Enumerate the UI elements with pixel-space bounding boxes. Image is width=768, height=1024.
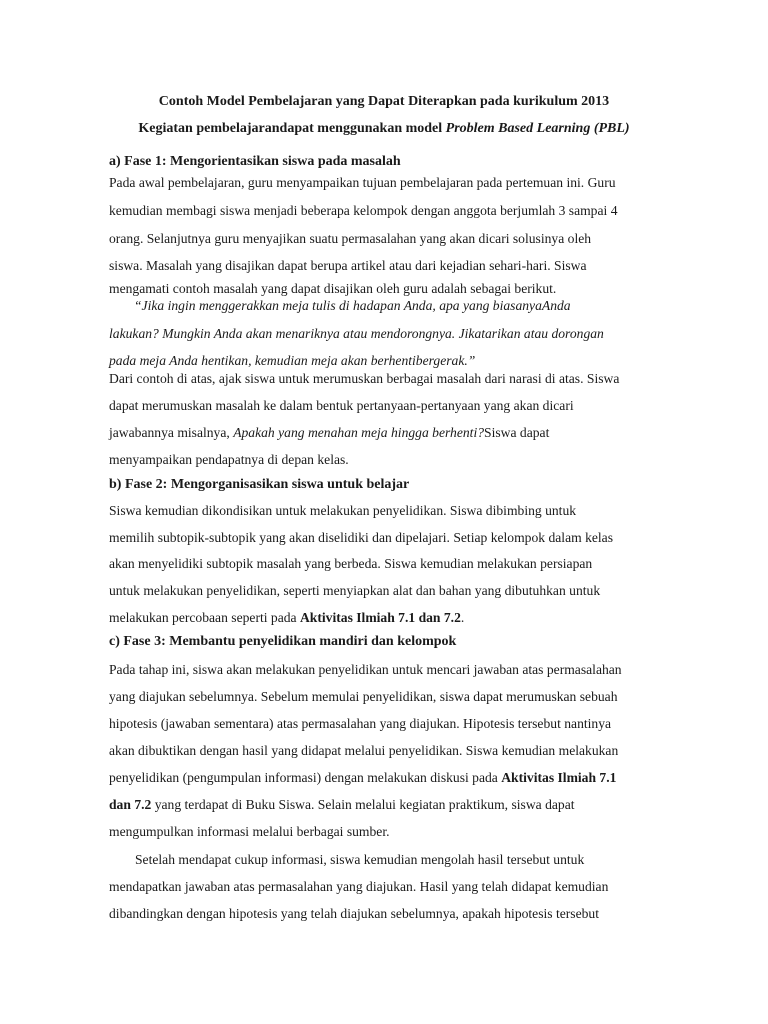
section-c-line: Pada tahap ini, siswa akan melakukan penyelidikan untuk mencari jawaban atas permasalahan (109, 662, 622, 677)
question-text: Apakah yang menahan meja hingga berhenti? (233, 425, 485, 440)
activity-reference: Aktivitas Ilmiah 7.1 (501, 770, 617, 785)
section-b-line: untuk melakukan penyelidikan, seperti menyiapkan alat dan bahan yang dibutuhkan untuk (109, 583, 601, 598)
question-suffix: Siswa dapat (484, 425, 550, 440)
activity-suffix: . (460, 610, 465, 625)
section-c-line: mengumpulkan informasi melalui berbagai sumber. (109, 824, 390, 839)
section-a-line: dapat merumuskan masalah ke dalam bentuk pertanyaan-pertanyaan yang akan dicari (109, 398, 574, 413)
section-b-heading: b) Fase 2: Mengorganisasikan siswa untuk belajar (109, 477, 410, 492)
quote-line (109, 353, 475, 369)
section-c-line: mendapatkan jawaban atas permasalahan yang diajukan. Hasil yang telah didapat kemudian (109, 879, 609, 894)
quote-text: “Jika ingin menggerakkan meja tulis di hadapan Anda, apa yang biasanyaAnda (134, 298, 571, 313)
subtitle-text: Kegiatan pembelajarandapat menggunakan model (138, 121, 446, 136)
section-a-line: Dari contoh di atas, ajak siswa untuk merumuskan berbagai masalah dari narasi di atas. Siswa (109, 371, 620, 386)
section-a-line: siswa. Masalah yang disajikan dapat berupa artikel atau dari kejadian sehari-hari. Siswa (109, 258, 587, 273)
section-a-line: kemudian membagi siswa menjadi beberapa kelompok dengan anggota berjumlah 3 sampai 4 (109, 203, 618, 218)
quote-line (134, 298, 571, 314)
document-title: Contoh Model Pembelajaran yang Dapat Diterapkan pada kurikulum 2013 (158, 94, 610, 109)
quote-line (109, 326, 604, 342)
section-c-line: Setelah mendapat cukup informasi, siswa kemudian mengolah hasil tersebut untuk (135, 852, 585, 867)
section-a-question-line (109, 425, 549, 441)
section-c-line (109, 770, 616, 786)
section-c-line: yang diajukan sebelumnya. Sebelum memulai penyelidikan, siswa dapat merumuskan sebuah (109, 689, 618, 704)
section-a-heading: a) Fase 1: Mengorientasikan siswa pada masalah (109, 154, 401, 169)
activity-reference: dan 7.2 (109, 797, 152, 812)
section-a-line: mengamati contoh masalah yang dapat disajikan oleh guru adalah sebagai berikut. (109, 281, 557, 296)
subtitle-model-name: Problem Based Learning (PBL) (445, 121, 630, 136)
section-b-line: Siswa kemudian dikondisikan untuk melakukan penyelidikan. Siswa dibimbing untuk (109, 503, 577, 518)
section-b-line (109, 610, 464, 626)
section-a-line: Pada awal pembelajaran, guru menyampaikan tujuan pembelajaran pada pertemuan ini. Guru (109, 175, 616, 190)
discussion-prefix: penyelidikan (pengumpulan informasi) dengan melakukan diskusi pada (109, 770, 502, 785)
section-a-line: menyampaikan pendapatnya di depan kelas. (109, 452, 349, 467)
activity-prefix: melakukan percobaan seperti pada (109, 610, 300, 625)
quote-text: lakukan? Mungkin Anda akan menariknya atau mendorongnya. Jikatarikan atau dorongan (109, 326, 604, 341)
section-c-line (109, 797, 575, 813)
section-c-line: hipotesis (jawaban sementara) atas permasalahan yang diajukan. Hipotesis tersebut nantinya (109, 716, 612, 731)
section-c-line: dibandingkan dengan hipotesis yang telah diajukan sebelumnya, apakah hipotesis tersebut (109, 906, 600, 921)
activity-reference: Aktivitas Ilmiah 7.1 dan 7.2 (299, 610, 461, 625)
section-b-line: memilih subtopik-subtopik yang akan diselidiki dan dipelajari. Setiap kelompok dalam kelas (109, 530, 614, 545)
section-c-heading: c) Fase 3: Membantu penyelidikan mandiri dan kelompok (109, 634, 457, 649)
section-c-line: akan dibuktikan dengan hasil yang didapat melalui penyelidikan. Siswa kemudian melakukan (109, 743, 619, 758)
book-reference: yang terdapat di Buku Siswa. Selain melalui kegiatan praktikum, siswa dapat (151, 797, 575, 812)
question-prefix: jawabannya misalnya, (109, 425, 234, 440)
section-a-line: orang. Selanjutnya guru menyajikan suatu permasalahan yang akan dicari solusinya oleh (109, 231, 592, 246)
quote-text: pada meja Anda hentikan, kemudian meja akan berhentibergerak.” (109, 353, 476, 368)
section-b-line: akan menyelidiki subtopik masalah yang berbeda. Siswa kemudian melakukan persiapan (109, 556, 593, 571)
document-subtitle (0, 121, 768, 137)
